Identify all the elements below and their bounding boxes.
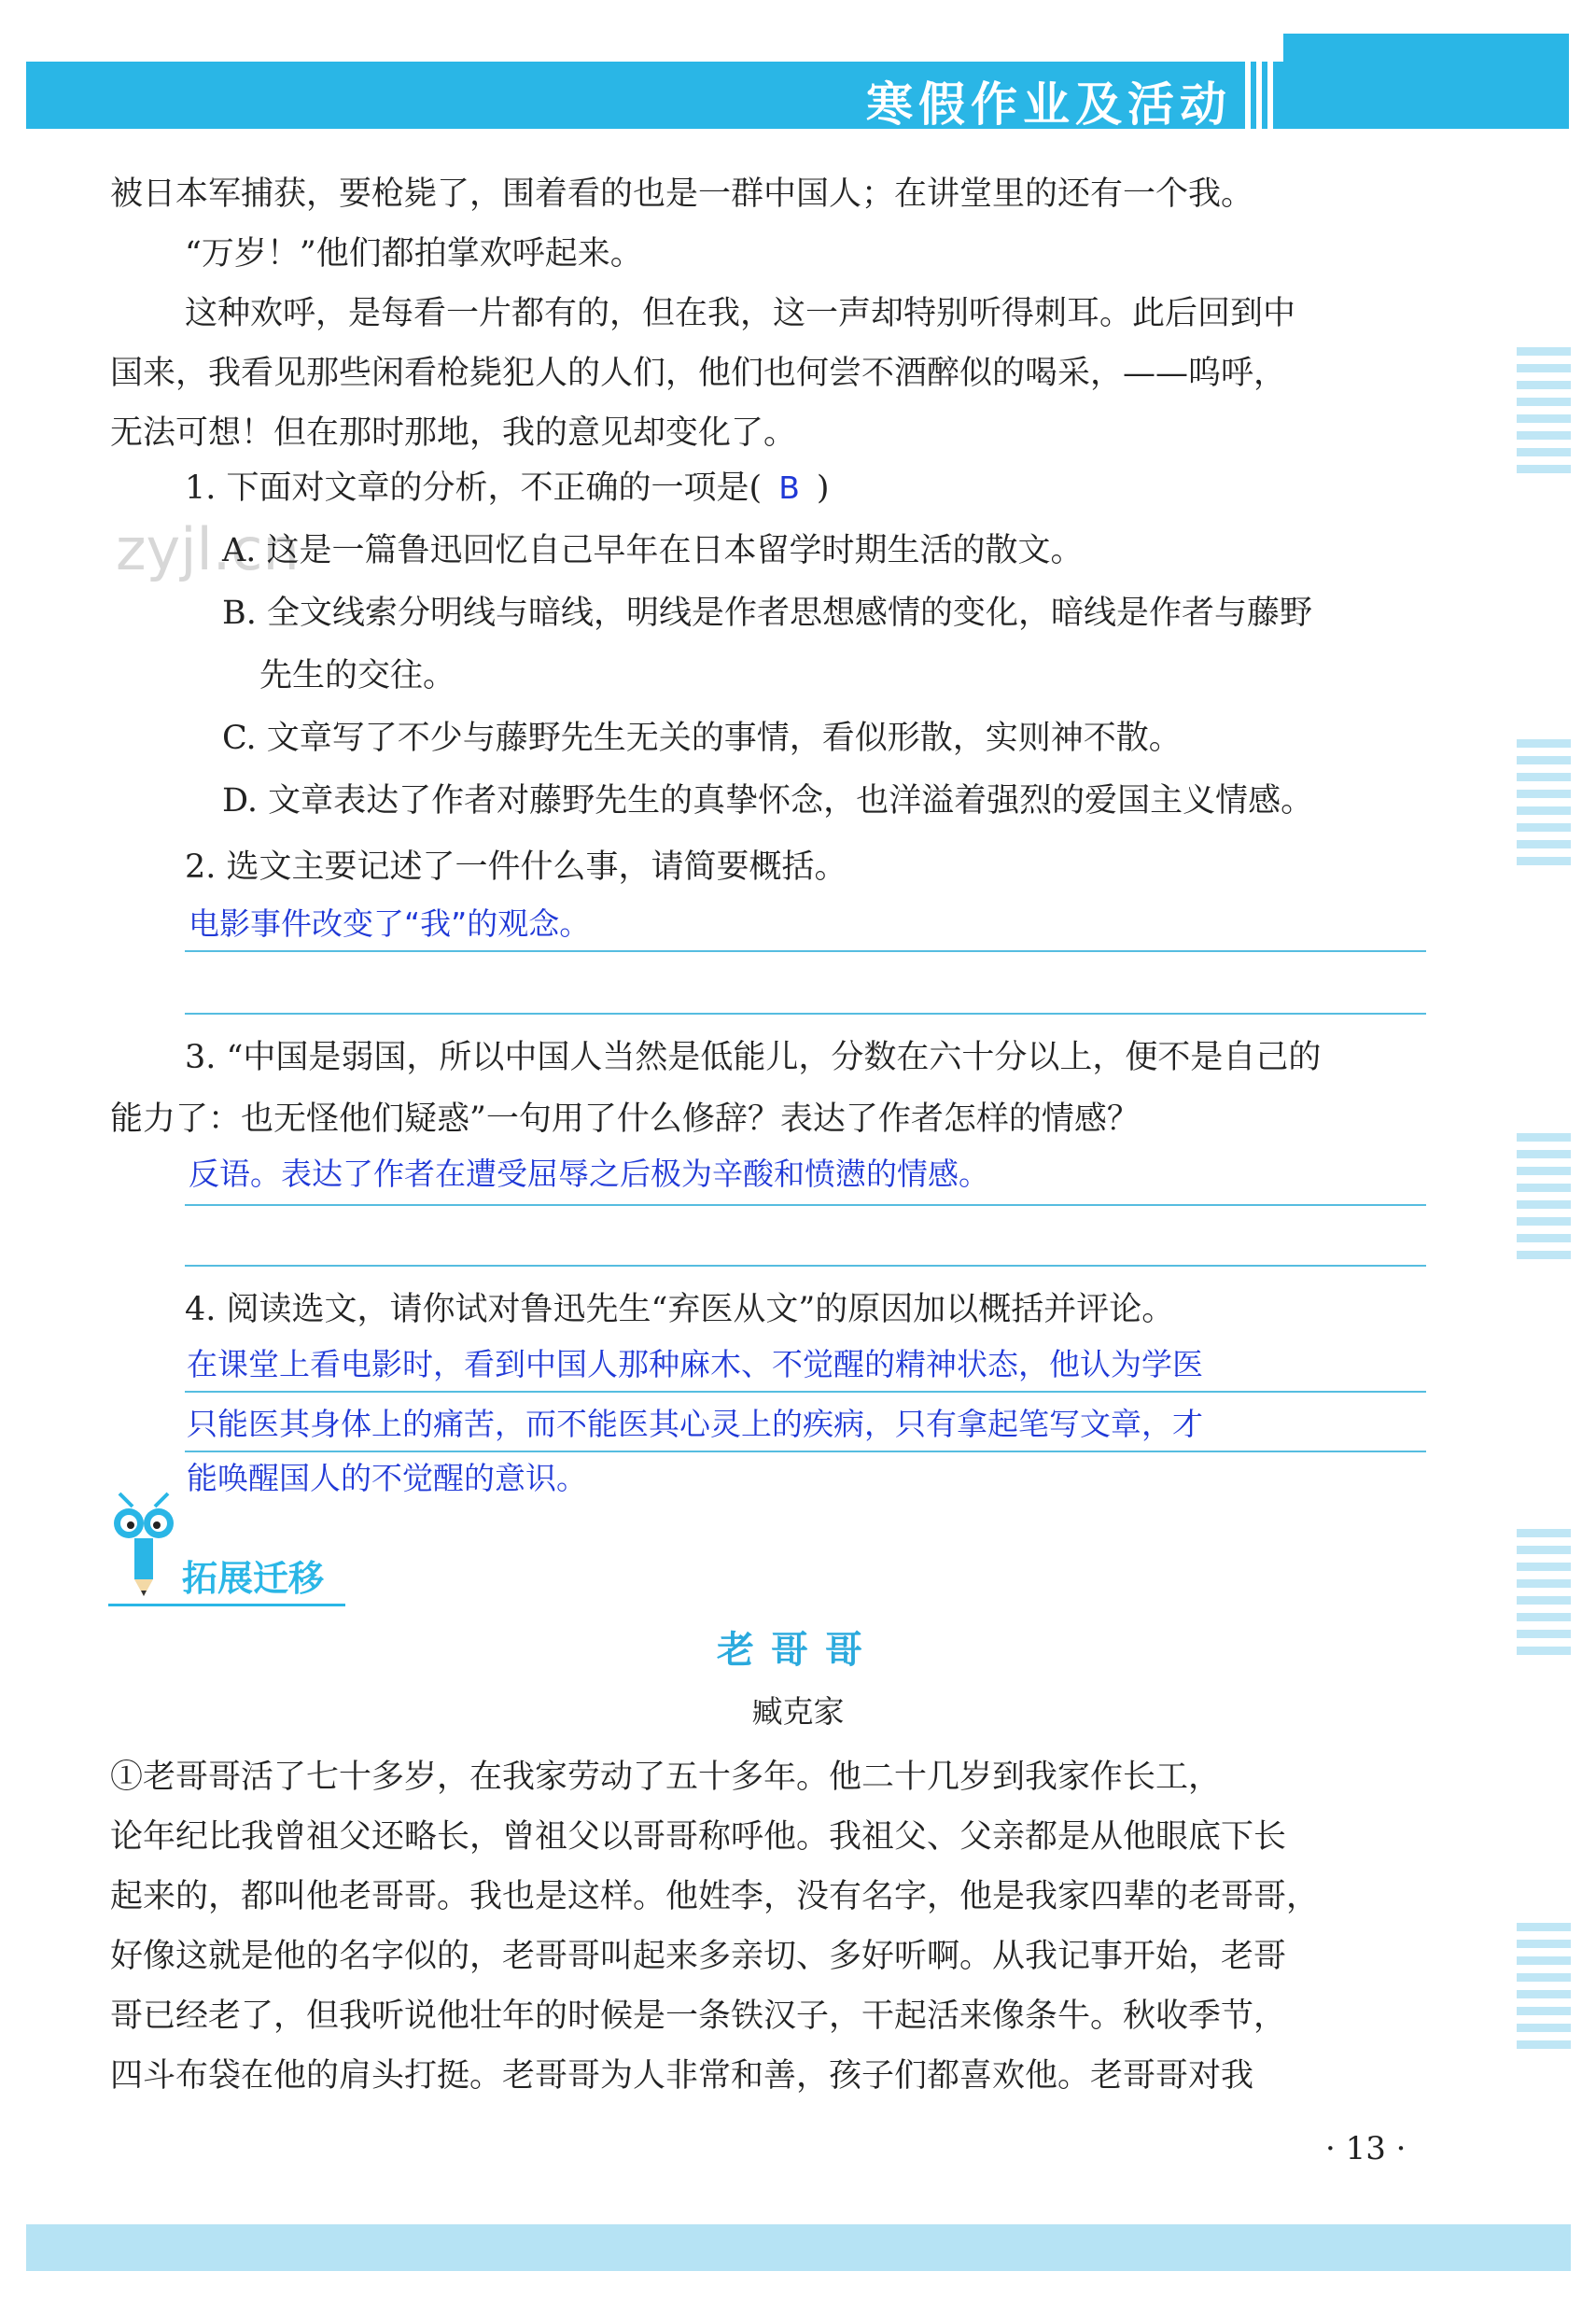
article-author: 臧克家	[751, 1693, 845, 1730]
passage-line: 国来，我看见那些闲看枪毙犯人的人们，他们也何尝不酒醉似的喝采，——呜呼，	[110, 355, 1287, 392]
option-a: A. 这是一篇鲁迅回忆自己早年在日本留学时期生活的散文。	[222, 532, 1084, 569]
answer-line	[185, 1265, 1426, 1267]
article-line: 好像这就是他的名字似的，老哥哥叫起来多亲切、多好听啊。从我记事开始，老哥	[110, 1938, 1287, 1975]
question-3-stem-continued: 能力了：也无怪他们疑惑”一句用了什么修辞？表达了作者怎样的情感？	[110, 1100, 1140, 1138]
answer-line	[185, 1013, 1426, 1015]
question-4-answer-line: 能唤醒国人的不觉醒的意识。	[187, 1460, 587, 1496]
option-b-continued: 先生的交往。	[259, 657, 456, 694]
passage-line: 无法可想！但在那时那地，我的意见却变化了。	[110, 414, 797, 452]
article-line: 论年纪比我曾祖父还略长，曾祖父以哥哥称呼他。我祖父、父亲都是从他眼底下长	[110, 1818, 1287, 1856]
question-1-close: )	[816, 470, 830, 507]
answer-line	[185, 1391, 1426, 1393]
answer-line	[185, 950, 1426, 952]
question-2-answer: 电影事件改变了“我”的观念。	[189, 905, 591, 942]
passage-line: 被日本军捕获，要枪毙了，围着看的也是一群中国人；在讲堂里的还有一个我。	[110, 175, 1254, 213]
watermark: zyjl.cn	[116, 515, 300, 583]
question-2-stem: 2. 选文主要记述了一件什么事，请简要概括。	[185, 848, 847, 886]
header-box	[1283, 34, 1569, 129]
margin-stripes	[1517, 347, 1571, 482]
answer-line	[185, 1204, 1426, 1206]
question-3-answer: 反语。表达了作者在遭受屈辱之后极为辛酸和愤懑的情感。	[189, 1156, 989, 1192]
option-d: D. 文章表达了作者对藤野先生的真挚怀念，也洋溢着强烈的爱国主义情感。	[222, 782, 1314, 820]
header-title: 寒假作业及活动	[866, 77, 1232, 132]
question-4-stem: 4. 阅读选文，请你试对鲁迅先生“弃医从文”的原因加以概括并评论。	[185, 1291, 1175, 1328]
article-line: ①老哥哥活了七十多岁，在我家劳动了五十多年。他二十几岁到我家作长工，	[110, 1759, 1222, 1796]
pencil-mascot-icon	[105, 1486, 183, 1598]
section-label: 拓展迁移	[182, 1558, 325, 1599]
question-1-text: 1. 下面对文章的分析，不正确的一项是(	[185, 470, 763, 507]
footer-band	[26, 2224, 1571, 2271]
passage-line: 这种欢呼，是每看一片都有的，但在我，这一声却特别听得刺耳。此后回到中	[185, 295, 1296, 332]
option-c: C. 文章写了不少与藤野先生无关的事情，看似形散，实则神不散。	[222, 720, 1182, 757]
question-4-answer-line: 只能医其身体上的痛苦，而不能医其心灵上的疾病，只有拿起笔写文章，才	[187, 1406, 1203, 1442]
article-line: 四斗布袋在他的肩头打挺。老哥哥为人非常和善，孩子们都喜欢他。老哥哥对我	[110, 2057, 1254, 2095]
article-line: 起来的，都叫他老哥哥。我也是这样。他姓李，没有名字，他是我家四辈的老哥哥，	[110, 1878, 1320, 1915]
question-1-stem	[185, 457, 829, 519]
question-3-stem: 3. “中国是弱国，所以中国人当然是低能儿，分数在六十分以上，便不是自己的	[185, 1039, 1322, 1076]
header-bars-decoration	[1241, 56, 1279, 131]
question-4-answer-line: 在课堂上看电影时，看到中国人那种麻木、不觉醒的精神状态，他认为学医	[187, 1346, 1203, 1382]
article-title: 老哥哥	[717, 1629, 879, 1672]
section-underline	[108, 1604, 345, 1606]
passage-line: “万岁！”他们都拍掌欢呼起来。	[185, 235, 643, 273]
margin-stripes	[1517, 1133, 1571, 1268]
page-number: · 13 ·	[1325, 2130, 1407, 2167]
margin-stripes	[1517, 1923, 1571, 2057]
margin-stripes	[1517, 739, 1571, 874]
answer-line	[185, 1451, 1426, 1452]
question-1-answer: B	[778, 470, 800, 506]
article-line: 哥已经老了，但我听说他壮年的时候是一条铁汉子，干起活来像条牛。秋收季节，	[110, 1998, 1287, 2035]
option-b: B. 全文线索分明线与暗线，明线是作者思想感情的变化，暗线是作者与藤野	[222, 595, 1312, 632]
